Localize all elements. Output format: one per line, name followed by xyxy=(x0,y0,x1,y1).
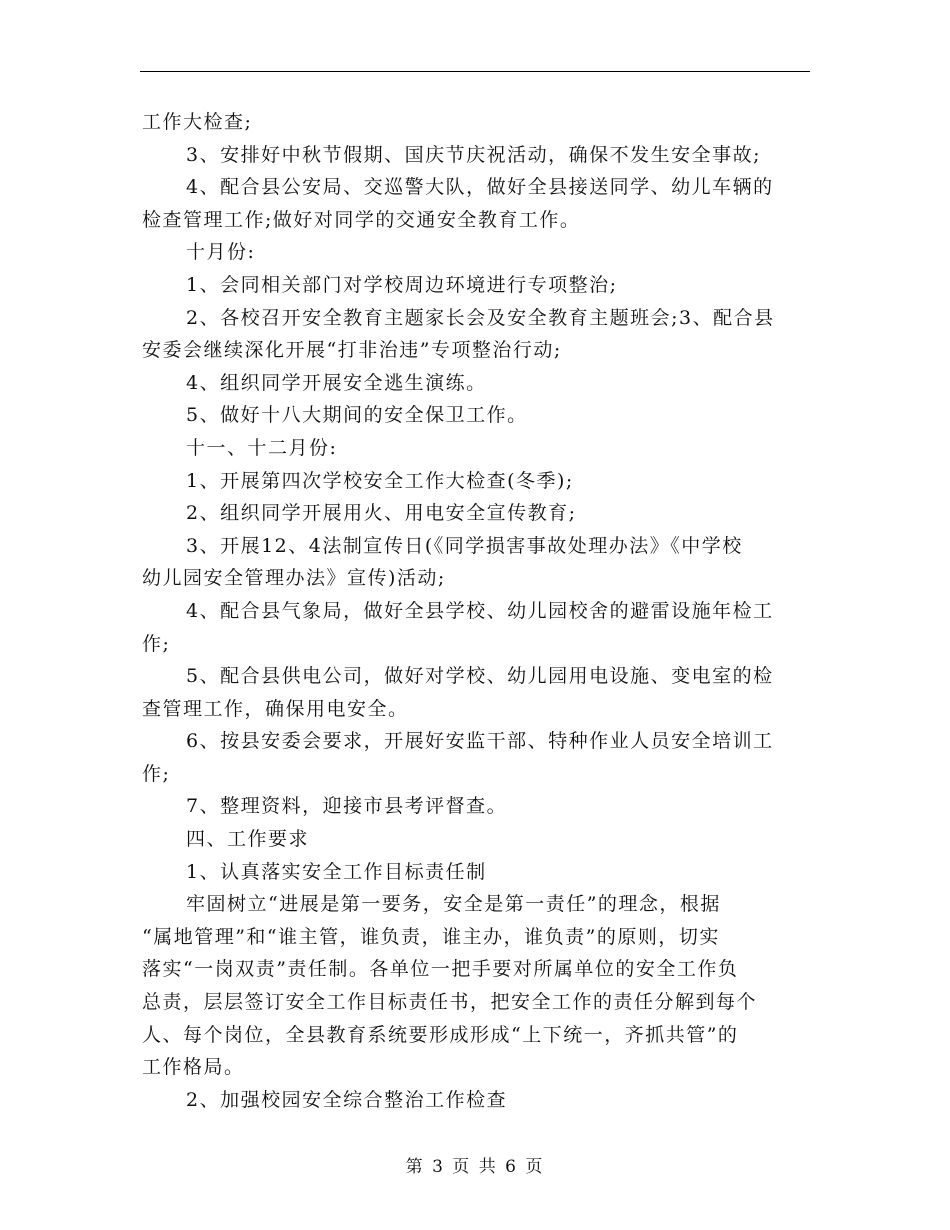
text-line: 7、整理资料，迎接市县考评督查。 xyxy=(186,795,508,818)
text-line: 2、加强校园安全综合整治工作检查 xyxy=(186,1088,508,1111)
text-line: 幼儿园安全管理办法》宣传)活动; xyxy=(142,567,446,590)
text-line: 工作格局。 xyxy=(142,1056,245,1079)
text-line: 十月份: xyxy=(186,241,256,264)
text-line: 4、配合县公安局、交巡警大队，做好全县接送同学、幼儿车辆的 xyxy=(186,176,774,199)
text-line: 3、安排好中秋节假期、国庆节庆祝活动，确保不发生安全事故; xyxy=(186,143,761,166)
text-line: 牢固树立“进展是第一要务，安全是第一责任”的理念，根据 xyxy=(186,893,721,916)
text-line: 作; xyxy=(142,632,171,655)
text-line: “属地管理”和“谁主管，谁负责，谁主办，谁负责”的原则，切实 xyxy=(142,925,720,948)
text-line: 落实“一岗双责”责任制。各单位一把手要对所属单位的安全工作负 xyxy=(142,958,739,981)
text-line: 2、组织同学开展用火、用电安全宣传教育; xyxy=(186,502,577,525)
text-line: 检查管理工作;做好对同学的交通安全教育工作。 xyxy=(142,208,581,231)
text-line: 作; xyxy=(142,762,171,785)
text-line: 四、工作要求 xyxy=(186,828,310,851)
text-line: 1、开展第四次学校安全工作大检查(冬季); xyxy=(186,469,574,492)
page-footer: 第 3 页 共 6 页 xyxy=(405,1157,545,1177)
document-body xyxy=(142,106,810,1116)
text-line: 3、开展12、4法制宣传日(《同学损害事故处理办法》《中学校 xyxy=(186,534,743,557)
text-line: 6、按县安委会要求，开展好安监干部、特种作业人员安全培训工 xyxy=(186,730,774,753)
text-line: 1、认真落实安全工作目标责任制 xyxy=(186,860,487,883)
text-line: 十一、十二月份: xyxy=(186,436,338,459)
text-line: 4、组织同学开展安全逃生演练。 xyxy=(186,371,487,394)
text-line: 查管理工作，确保用电安全。 xyxy=(142,697,409,720)
text-line: 4、配合县气象局，做好全县学校、幼儿园校舍的避雷设施年检工 xyxy=(186,599,774,622)
text-line: 1、会同相关部门对学校周边环境进行专项整治; xyxy=(186,273,618,296)
text-line: 安委会继续深化开展“打非治违”专项整治行动; xyxy=(142,339,562,362)
text-line: 人、每个岗位，全县教育系统要形成形成“上下统一，齐抓共管”的 xyxy=(142,1023,739,1046)
text-line: 2、各校召开安全教育主题家长会及安全教育主题班会;3、配合县 xyxy=(186,306,775,329)
text-line: 工作大检查; xyxy=(142,111,253,133)
header-rule xyxy=(140,71,810,72)
text-line: 5、做好十八大期间的安全保卫工作。 xyxy=(186,404,528,427)
text-line: 总责，层层签订安全工作目标责任书，把安全工作的责任分解到每个 xyxy=(142,991,758,1014)
text-line: 5、配合县供电公司，做好对学校、幼儿园用电设施、变电室的检 xyxy=(186,665,774,688)
